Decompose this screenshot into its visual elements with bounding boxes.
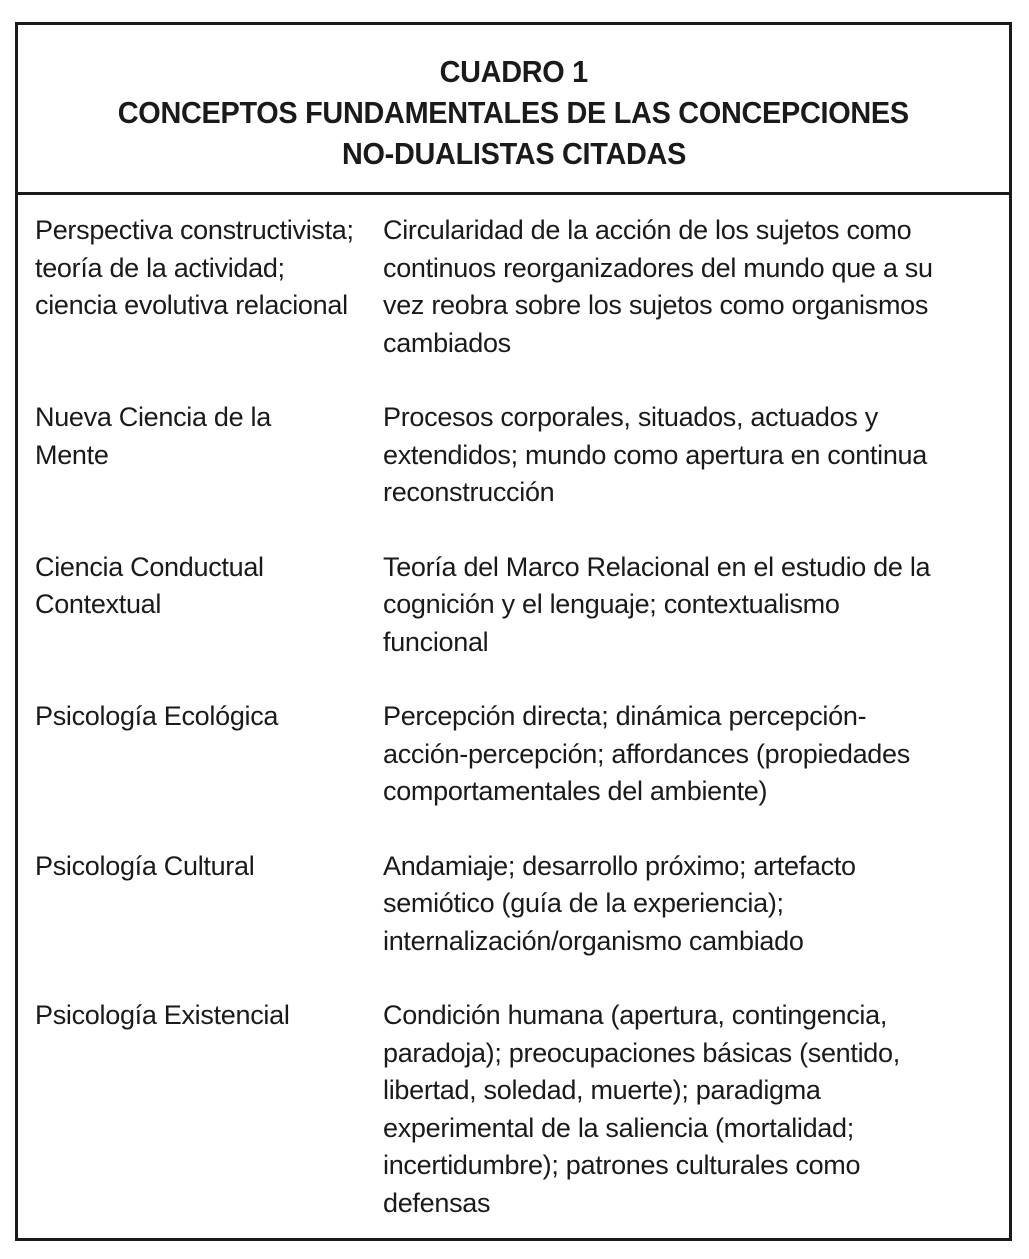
table-title-line-3: NO-DUALISTAS CITADAS (341, 136, 686, 171)
row-term (18, 997, 383, 1222)
row-description-line: experimental de la saliencia (mortalidad; (383, 1112, 854, 1143)
table-header (18, 25, 1009, 195)
row-description-line: Andamiaje; desarrollo próximo; artefacto (383, 850, 856, 881)
row-description (383, 997, 983, 1222)
row-description-line: internalización/organismo cambiado (383, 925, 804, 956)
row-term-line: Perspectiva constructivista; (35, 215, 354, 245)
row-description-line: cognición y el lenguaje; contextualismo (383, 589, 840, 619)
row-description-line: paradoja); preocupaciones básicas (sentido, (383, 1037, 900, 1068)
row-description-line: Circularidad de la acción de los sujetos como (383, 215, 912, 245)
row-description (383, 698, 983, 811)
row-term (18, 549, 383, 662)
row-term (18, 399, 383, 512)
table-row (18, 212, 1009, 362)
row-description-line: reconstrucción (383, 477, 555, 507)
table-row (18, 698, 1009, 811)
row-description-line: Condición humana (apertura, contingencia, (383, 1000, 888, 1030)
row-description-line: libertad, soledad, muerte); paradigma (383, 1075, 821, 1105)
row-description-line: cambiados (383, 327, 511, 358)
row-term-line: Nueva Ciencia de la (35, 402, 271, 432)
row-term-line: teoría de la actividad; (35, 252, 285, 283)
row-description-line: semiótico (guía de la experiencia); (383, 888, 784, 918)
row-term-line: Psicología Cultural (35, 850, 255, 881)
row-description (383, 848, 983, 961)
table-title-line-1: CUADRO 1 (439, 54, 588, 89)
row-description (383, 212, 983, 362)
row-description (383, 549, 983, 662)
row-term-line: Contextual (35, 589, 162, 619)
row-description (383, 399, 983, 512)
row-term (18, 698, 383, 811)
row-description-line: defensas (383, 1187, 491, 1218)
row-description-line: incertidumbre); patrones culturales como (383, 1150, 861, 1180)
row-description-line: acción-percepción; affordances (propiedades (383, 738, 910, 769)
row-description-line: extendidos; mundo como apertura en continua (383, 439, 927, 470)
row-term-line: Ciencia Conductual (35, 551, 264, 582)
table-row (18, 399, 1009, 512)
row-term (18, 848, 383, 961)
table-title-line-2: CONCEPTOS FUNDAMENTALES DE LAS CONCEPCIONES (117, 95, 910, 130)
table-frame (15, 22, 1012, 1241)
row-description-line: continuos reorganizadores del mundo que a su (383, 252, 933, 283)
table-body (18, 195, 1009, 1222)
row-description-line: funcional (383, 626, 489, 657)
row-term (18, 212, 383, 362)
table-row (18, 997, 1009, 1222)
row-term-line: Mente (35, 439, 109, 470)
row-description-line: Percepción directa; dinámica percepción- (383, 701, 867, 731)
row-term-line: Psicología Ecológica (35, 701, 279, 731)
row-description-line: Procesos corporales, situados, actuados y (383, 402, 878, 432)
table-row (18, 549, 1009, 662)
table-row (18, 848, 1009, 961)
row-term-line: ciencia evolutiva relacional (35, 290, 348, 320)
row-term-line: Psicología Existencial (35, 1000, 290, 1030)
row-description-line: vez reobra sobre los sujetos como organismos (383, 290, 929, 320)
row-description-line: comportamentales del ambiente) (383, 776, 768, 806)
row-description-line: Teoría del Marco Relacional en el estudio de la (383, 551, 931, 582)
